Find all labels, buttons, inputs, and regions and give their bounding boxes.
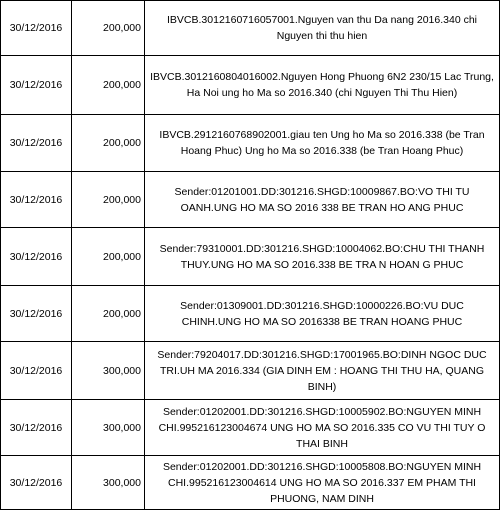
- table-row: [1, 56, 500, 115]
- date-cell: 30/12/2016: [1, 172, 72, 228]
- description-cell: Sender:01202001.DD:301216.SHGD:10005902.BO:NGUYEN MINH CHI.995216123004674 UNG HO MA SO 2016.335 CO VU THI TUY O THAI BINH: [145, 400, 500, 456]
- table-row: [1, 456, 500, 510]
- amount-cell: 300,000: [72, 456, 145, 510]
- amount-cell: 200,000: [72, 228, 145, 286]
- table-row: [1, 1, 500, 56]
- amount-cell: 200,000: [72, 172, 145, 228]
- amount-cell: 200,000: [72, 286, 145, 342]
- table-row: [1, 172, 500, 228]
- description-cell: IBVCB.3012160716057001.Nguyen van thu Da nang 2016.340 chi Nguyen thi thu hien: [145, 1, 500, 56]
- date-cell: 30/12/2016: [1, 400, 72, 456]
- date-cell: 30/12/2016: [1, 228, 72, 286]
- description-cell: IBVCB.2912160768902001.giau ten Ung ho Ma so 2016.338 (be Tran Hoang Phuc) Ung ho Ma so 2016.338 (be Tran Hoang Phuc): [145, 115, 500, 172]
- table-row: [1, 115, 500, 172]
- amount-cell: 200,000: [72, 1, 145, 56]
- amount-cell: 200,000: [72, 56, 145, 115]
- table-row: [1, 286, 500, 342]
- date-cell: 30/12/2016: [1, 56, 72, 115]
- description-cell: Sender:01309001.DD:301216.SHGD:10000226.BO:VU DUC CHINH.UNG HO MA SO 2016338 BE TRAN HOANG PHUC: [145, 286, 500, 342]
- date-cell: 30/12/2016: [1, 456, 72, 510]
- date-cell: 30/12/2016: [1, 342, 72, 400]
- description-cell: Sender:01202001.DD:301216.SHGD:10005808.BO:NGUYEN MINH CHI.995216123004614 UNG HO MA SO 2016.337 EM PHAM THI PHUONG, NAM DINH: [145, 456, 500, 510]
- table-row: [1, 228, 500, 286]
- amount-cell: 200,000: [72, 115, 145, 172]
- description-cell: IBVCB.3012160804016002.Nguyen Hong Phuong 6N2 230/15 Lac Trung, Ha Noi ung ho Ma so 2016.340 (chi Nguyen Thi Thu Hien): [145, 56, 500, 115]
- table-row: [1, 400, 500, 456]
- date-cell: 30/12/2016: [1, 115, 72, 172]
- table-row: [1, 342, 500, 400]
- amount-cell: 300,000: [72, 342, 145, 400]
- description-cell: Sender:79310001.DD:301216.SHGD:10004062.BO:CHU THI THANH THUY.UNG HO MA SO 2016.338 BE TRA N HOAN G PHUC: [145, 228, 500, 286]
- date-cell: 30/12/2016: [1, 286, 72, 342]
- description-cell: Sender:01201001.DD:301216.SHGD:10009867.BO:VO THI TU OANH.UNG HO MA SO 2016 338 BE TRAN HO ANG PHUC: [145, 172, 500, 228]
- amount-cell: 300,000: [72, 400, 145, 456]
- date-cell: 30/12/2016: [1, 1, 72, 56]
- description-cell: Sender:79204017.DD:301216.SHGD:17001965.BO:DINH NGOC DUC TRI.UH MA 2016.334 (GIA DINH EM : HOANG THI THU HA, QUANG BINH): [145, 342, 500, 400]
